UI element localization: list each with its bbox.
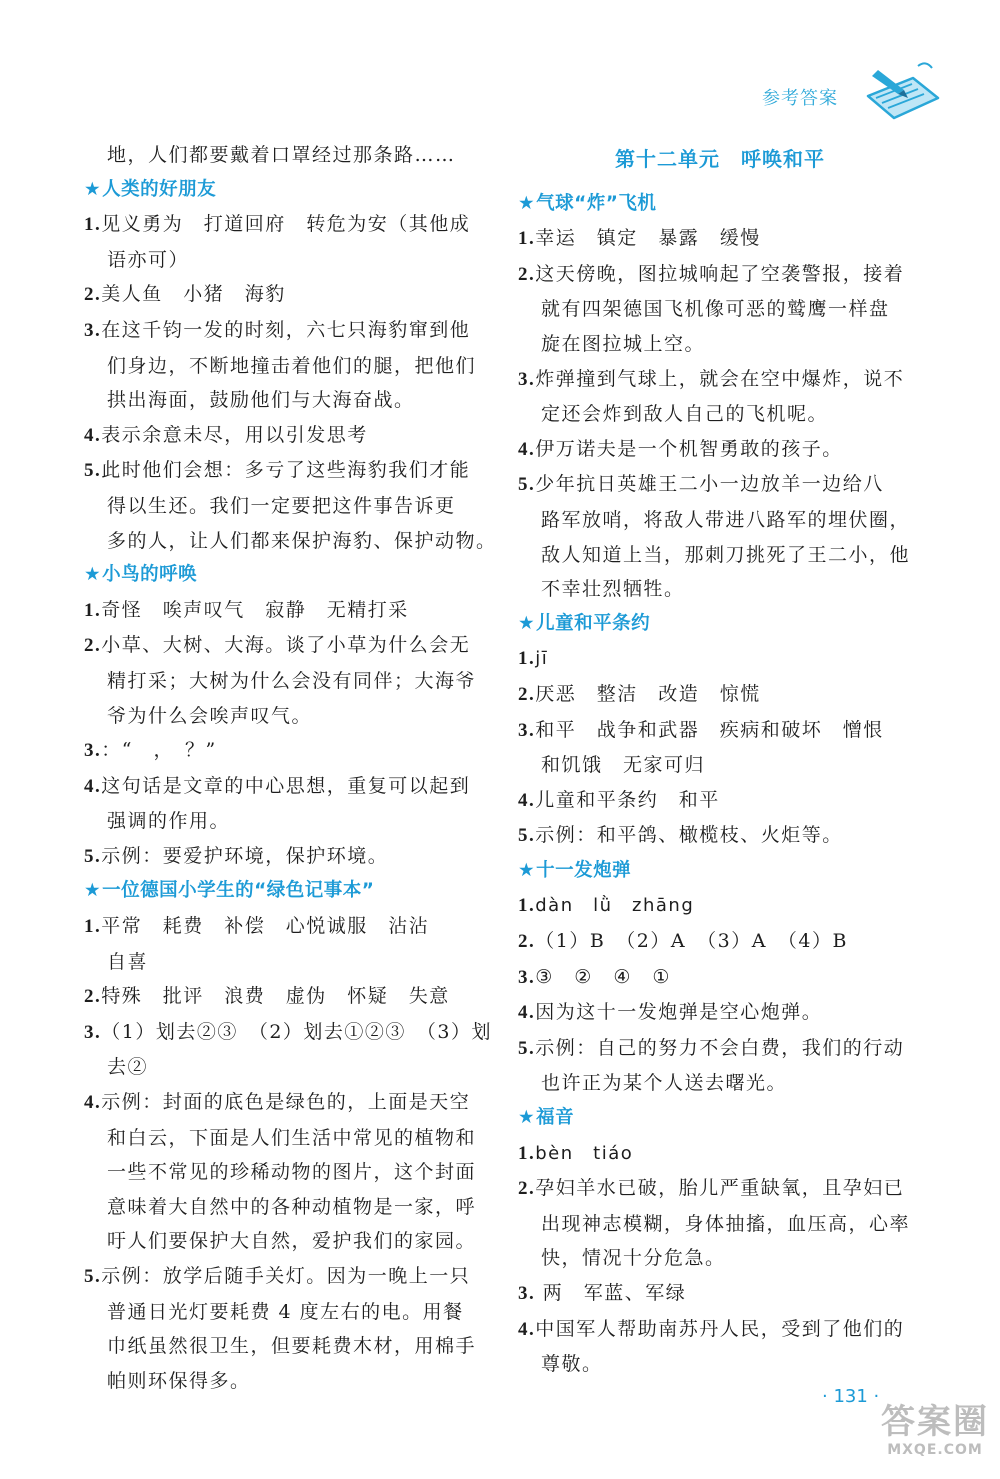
- answer-continuation: [518, 572, 910, 607]
- item-number: 1.: [518, 228, 536, 250]
- item-number: 5.: [518, 825, 536, 847]
- answer-continuation: [518, 503, 910, 538]
- watermark-logo: 答案圈 MXQE.COM: [881, 1402, 989, 1458]
- answer-text: 吁人们要保护大自然，爱护我们的家园。: [107, 1230, 477, 1253]
- answer-item: [84, 453, 476, 489]
- item-number: 3.: [518, 966, 536, 988]
- answer-text: 幸运 镇定 暴露 缓慢: [535, 227, 761, 250]
- answer-item: [518, 783, 910, 819]
- answer-text: 巾纸虽然很卫生，但要耗费木材，用棉手: [107, 1335, 477, 1358]
- answer-continuation: [84, 1121, 476, 1156]
- answer-continuation: [84, 1050, 476, 1085]
- item-number: 3.: [518, 368, 536, 390]
- answer-text: 奇怪 唉声叹气 寂静 无精打采: [101, 598, 409, 621]
- answer-text: 少年抗日英雄王二小一边放羊一边给八: [535, 473, 884, 496]
- answer-text: 路军放哨，将敌人带进八路军的埋伏圈，: [541, 508, 911, 531]
- answer-continuation: [518, 1066, 910, 1101]
- answer-continuation: [84, 945, 476, 980]
- page-number: · 131 ·: [822, 1386, 880, 1407]
- answer-text: 去②: [107, 1056, 149, 1079]
- section-heading: ★气球“炸”飞机: [518, 192, 657, 214]
- answer-text: 示例：自己的努力不会白费，我们的行动: [535, 1036, 905, 1059]
- star-icon: ★: [518, 1107, 536, 1129]
- item-number: 1.: [518, 648, 536, 670]
- item-number: 1.: [84, 599, 102, 621]
- item-number: 2.: [84, 284, 102, 306]
- answer-text: 和饥饿 无家可归: [541, 754, 706, 777]
- answer-continuation: [84, 1295, 476, 1330]
- section-heading: ★儿童和平条约: [518, 612, 651, 634]
- answer-continuation: [84, 243, 476, 278]
- answer-item: [84, 909, 476, 945]
- item-number: 3.: [84, 319, 102, 341]
- answer-item: [84, 839, 476, 875]
- answer-item: [84, 418, 476, 454]
- item-number: 2.: [518, 1178, 536, 1200]
- section-heading: ★一位德国小学生的“绿色记事本”: [84, 880, 375, 902]
- answer-text: jī: [535, 648, 549, 670]
- answer-continuation: [84, 138, 476, 173]
- item-number: 5.: [84, 1266, 102, 1287]
- star-icon: ★: [84, 564, 102, 586]
- answer-item: [518, 362, 910, 398]
- answer-item: [518, 1312, 910, 1348]
- answer-text: 中国军人帮助南苏丹人民，受到了他们的: [535, 1317, 905, 1340]
- answer-text: 示例：放学后随手关灯。因为一晚上一只: [101, 1265, 471, 1287]
- answer-text: 自喜: [107, 950, 149, 973]
- answer-text: 们身边，不断地撞击着他们的腿，把他们: [107, 354, 477, 377]
- answer-text: 伊万诺夫是一个机智勇敢的孩子。: [535, 437, 843, 460]
- answer-text: 因为这十一发炮弹是空心炮弹。: [535, 1001, 823, 1024]
- answer-item: [518, 1276, 910, 1312]
- pen-notepad-icon: [858, 56, 948, 130]
- answer-text: 定还会炸到敌人自己的飞机呢。: [541, 403, 829, 426]
- answer-item: [84, 628, 476, 664]
- answer-text: 也许正为某个人送去曙光。: [541, 1072, 788, 1095]
- item-number: 5.: [518, 1037, 536, 1059]
- answer-continuation: [84, 1364, 476, 1399]
- answer-item: [518, 713, 910, 749]
- star-icon: ★: [84, 178, 102, 200]
- answer-text: 强调的作用。: [107, 810, 231, 833]
- item-number: 2.: [518, 931, 536, 953]
- answer-item: [518, 924, 910, 960]
- answer-text: 小草、大树、大海。谈了小草为什么会无: [101, 634, 471, 657]
- answer-continuation: [84, 524, 497, 559]
- item-number: 2.: [518, 683, 536, 705]
- answer-item: [518, 818, 910, 854]
- answer-text: 两 军蓝、军绿: [535, 1282, 687, 1304]
- answer-item: [84, 207, 476, 243]
- item-number: 2.: [518, 263, 536, 285]
- answer-text: 不幸壮烈牺牲。: [541, 578, 685, 601]
- answer-text: 和白云，下面是人们生活中常见的植物和: [107, 1126, 477, 1149]
- answer-item: [84, 277, 476, 313]
- answer-text: 在这千钧一发的时刻，六七只海豹窜到他: [101, 318, 471, 341]
- answer-text: 快，情况十分危急。: [541, 1247, 726, 1270]
- answer-continuation: [518, 292, 910, 327]
- answer-item: [84, 1015, 493, 1051]
- item-number: 2.: [84, 986, 102, 1008]
- answer-item: [518, 995, 910, 1031]
- star-icon: ★: [518, 859, 536, 881]
- left-answer-column: [84, 138, 497, 1398]
- answer-text: 孕妇羊水已破，胎儿严重缺氧，且孕妇已: [535, 1177, 905, 1200]
- star-icon: ★: [84, 880, 102, 902]
- answer-text: 地，人们都要戴着口罩经过那条路……: [107, 144, 456, 166]
- answer-text: 得以生还。我们一定要把这件事告诉更: [107, 494, 456, 517]
- item-number: 5.: [518, 474, 536, 496]
- answer-item: [518, 221, 910, 257]
- section-heading: ★人类的好朋友: [84, 178, 217, 200]
- answer-text: 旋在图拉城上空。: [541, 332, 706, 355]
- answer-continuation: [84, 383, 476, 418]
- item-number: 4.: [84, 775, 102, 797]
- item-number: 3.: [518, 1283, 536, 1304]
- item-number: 3.: [518, 719, 536, 741]
- answer-item: [518, 432, 910, 468]
- answer-continuation: [84, 1190, 476, 1225]
- answer-continuation: [518, 1207, 910, 1242]
- answer-continuation: [518, 327, 910, 362]
- item-number: 3.: [84, 1021, 102, 1043]
- answer-text: （1）划去②③ （2）划去①②③ （3）划: [101, 1020, 493, 1043]
- answer-text: 意味着大自然中的各种动植物是一家，呼: [107, 1195, 477, 1218]
- section-heading: ★十一发炮弹: [518, 859, 632, 881]
- section-heading: ★福音: [518, 1107, 575, 1129]
- header-label: 参考答案: [762, 88, 838, 109]
- answer-text: 儿童和平条约 和平: [535, 788, 720, 811]
- answer-item: [518, 467, 910, 503]
- answer-text: 一些不常见的珍稀动物的图片，这个封面: [107, 1161, 477, 1184]
- item-number: 1.: [84, 214, 102, 236]
- item-number: 4.: [518, 438, 536, 460]
- answer-continuation: [84, 1329, 476, 1364]
- answer-item: [84, 1085, 476, 1121]
- answer-item: [84, 1259, 476, 1295]
- answer-continuation: [84, 1224, 476, 1259]
- answer-text: 爷为什么会唉声叹气。: [107, 704, 313, 727]
- answer-item: [84, 733, 476, 769]
- answer-text: 特殊 批评 浪费 虚伪 怀疑 失意: [101, 985, 450, 1008]
- answer-continuation: [84, 664, 476, 699]
- answer-continuation: [518, 538, 910, 573]
- answer-text: 帕则环保得多。: [107, 1369, 251, 1392]
- answer-text: 美人鱼 小猪 海豹: [101, 283, 286, 306]
- section-heading: ★小鸟的呼唤: [84, 564, 198, 586]
- answer-text: 表示余意未尽，用以引发思考: [101, 423, 368, 446]
- answer-text: 见义勇为 打道回府 转危为安（其他成: [101, 213, 471, 236]
- answer-item: [84, 593, 476, 629]
- answer-text: 拱出海面，鼓励他们与大海奋战。: [107, 389, 415, 412]
- answer-text: 示例：封面的底色是绿色的，上面是天空: [101, 1091, 471, 1114]
- answer-text: 就有四架德国飞机像可恶的鹫鹰一样盘: [541, 298, 890, 321]
- item-number: 3.: [84, 740, 102, 762]
- answer-text: 普通日光灯要耗费 4 度左右的电。用餐: [107, 1300, 464, 1323]
- item-number: 4.: [84, 1092, 102, 1114]
- answer-text: 和平 战争和武器 疾病和破坏 憎恨: [535, 718, 884, 741]
- answer-continuation: [518, 1241, 910, 1276]
- item-number: 1.: [518, 895, 536, 917]
- answer-text: 此时他们会想：多亏了这些海豹我们才能: [101, 459, 471, 482]
- answer-item: [518, 960, 910, 996]
- answer-continuation: [84, 349, 476, 384]
- item-number: 4.: [518, 1318, 536, 1340]
- answer-continuation: [518, 1347, 910, 1382]
- answer-continuation: [84, 804, 476, 839]
- star-icon: ★: [518, 612, 536, 634]
- answer-text: （1）B （2）A （3）A （4）B: [535, 930, 848, 953]
- answer-text: 敌人知道上当，那刺刀挑死了王二小，他: [541, 543, 911, 566]
- answer-item: [518, 888, 910, 924]
- answer-text: 示例：和平鸽、橄榄枝、火炬等。: [535, 824, 843, 847]
- item-number: 4.: [518, 789, 536, 811]
- answer-text: 语亦可）: [107, 248, 190, 271]
- answer-text: 出现神志模糊，身体抽搐，血压高，心率: [541, 1212, 911, 1235]
- answer-item: [518, 1136, 910, 1172]
- star-icon: ★: [518, 192, 536, 214]
- answer-item: [84, 313, 476, 349]
- item-number: 2.: [84, 635, 102, 657]
- item-number: 4.: [84, 424, 102, 446]
- answer-continuation: [84, 489, 476, 524]
- item-number: 5.: [84, 460, 102, 482]
- item-number: 1.: [84, 916, 102, 938]
- answer-text: 示例：要爱护环境，保护环境。: [101, 844, 389, 867]
- answer-continuation: [84, 1155, 476, 1190]
- answer-item: [84, 769, 476, 805]
- answer-text: bèn tiáo: [535, 1142, 634, 1164]
- item-number: 4.: [518, 1002, 536, 1024]
- answer-text: 多的人，让人们都来保护海豹、保护动物。: [107, 529, 497, 552]
- answer-text: ③ ② ④ ①: [535, 965, 671, 988]
- answer-text: dàn lǜ zhāng: [535, 895, 695, 917]
- answer-text: ：“ ， ？”: [101, 739, 217, 762]
- answer-text: 这句话是文章的中心思想，重复可以起到: [101, 774, 471, 797]
- answer-continuation: [518, 397, 910, 432]
- answer-item: [518, 641, 910, 677]
- item-number: 1.: [518, 1142, 536, 1164]
- answer-item: [518, 1171, 910, 1207]
- answer-text: 精打采；大树为什么会没有同伴；大海爷: [107, 669, 477, 692]
- answer-text: 厌恶 整洁 改造 惊慌: [535, 682, 761, 705]
- answer-text: 尊敬。: [541, 1353, 603, 1376]
- answer-continuation: [84, 699, 476, 734]
- answer-item: [518, 1031, 910, 1067]
- answer-text: 这天傍晚，图拉城响起了空袭警报，接着: [535, 262, 905, 285]
- unit-title: 第十二单元 呼唤和平: [615, 147, 825, 171]
- answer-continuation: [518, 748, 910, 783]
- right-answer-column: [518, 138, 910, 1382]
- answer-item: [518, 257, 910, 293]
- answer-item: [84, 979, 476, 1015]
- answer-text: 炸弹撞到气球上，就会在空中爆炸，说不: [535, 367, 905, 390]
- item-number: 5.: [84, 845, 102, 867]
- answer-text: 平常 耗费 补偿 心悦诚服 沾沾: [101, 915, 430, 938]
- answer-item: [518, 677, 910, 713]
